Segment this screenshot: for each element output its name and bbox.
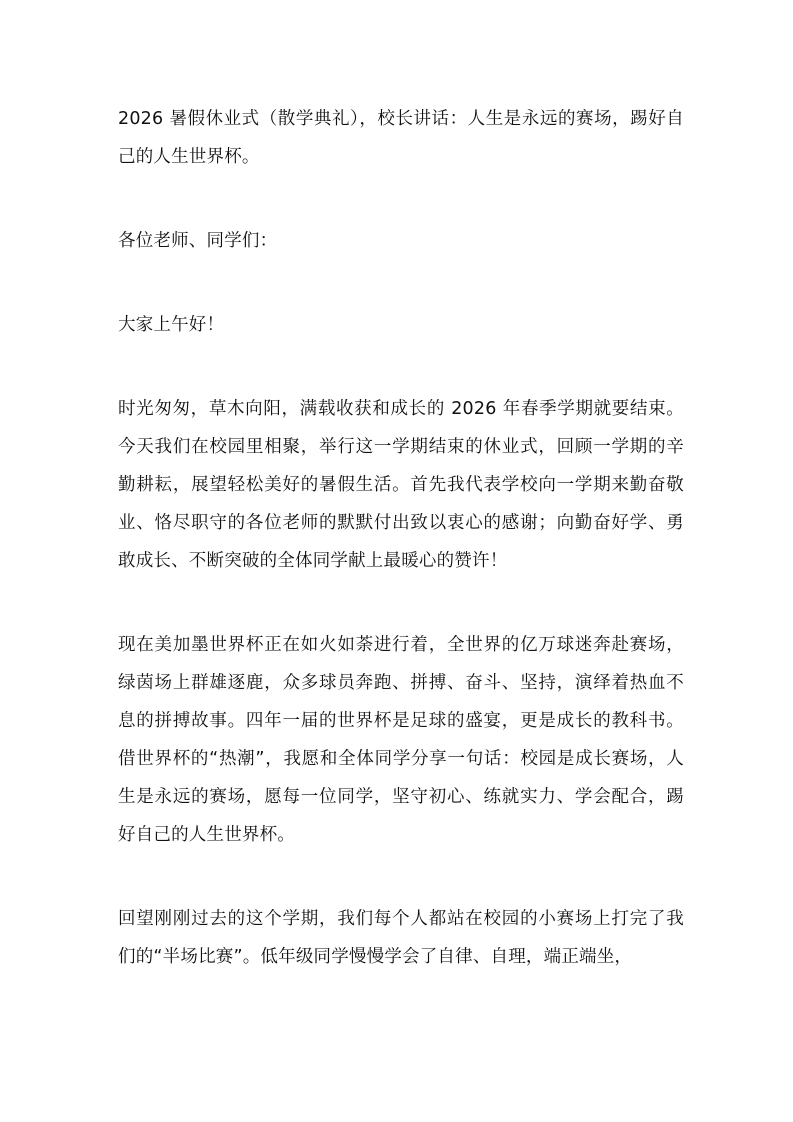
- document-page: [118, 100, 684, 976]
- body-paragraph-3: 回望刚刚过去的这个学期，我们每个人都站在校园的小赛场上打完了我们的“半场比赛”。低年级同学慢慢学会了自律、自理，端正端坐，: [118, 909, 684, 967]
- paragraph-gap: [118, 176, 684, 222]
- paragraph-gap: [118, 580, 684, 626]
- greeting: 各位老师、同学们：: [118, 231, 278, 251]
- salutation: 大家上午好！: [118, 315, 225, 335]
- body-paragraph-1: 时光匆匆，草木向阳，满载收获和成长的 2026 年春季学期就要结束。今天我们在校园里相聚，举行这一学期结束的休业式，回顾一学期的辛勤耕耘，展望轻松美好的暑假生活。首先我代表学校向一学期来勤奋敬业、恪尽职守的各位老师的默默付出致以衷心的感谢；向勤奋好学、勇敢成长、不断突破的全体同学献上最暖心的赞许！: [118, 399, 684, 571]
- document-title: 2026 暑假休业式（散学典礼），校长讲话：人生是永远的赛场，踢好自己的人生世界杯。: [118, 109, 684, 167]
- paragraph-gap: [118, 344, 684, 390]
- paragraph-gap: [118, 854, 684, 900]
- paragraph-gap: [118, 260, 684, 306]
- body-paragraph-2: 现在美加墨世界杯正在如火如荼进行着，全世界的亿万球迷奔赴赛场，绿茵场上群雄逐鹿，众多球员奔跑、拼搏、奋斗、坚持，演绎着热血不息的拼搏故事。四年一届的世界杯是足球的盛宴，更是成长的教科书。借世界杯的“热潮”，我愿和全体同学分享一句话：校园是成长赛场，人生是永远的赛场，愿每一位同学，坚守初心、练就实力、学会配合，踢好自己的人生世界杯。: [118, 635, 684, 845]
